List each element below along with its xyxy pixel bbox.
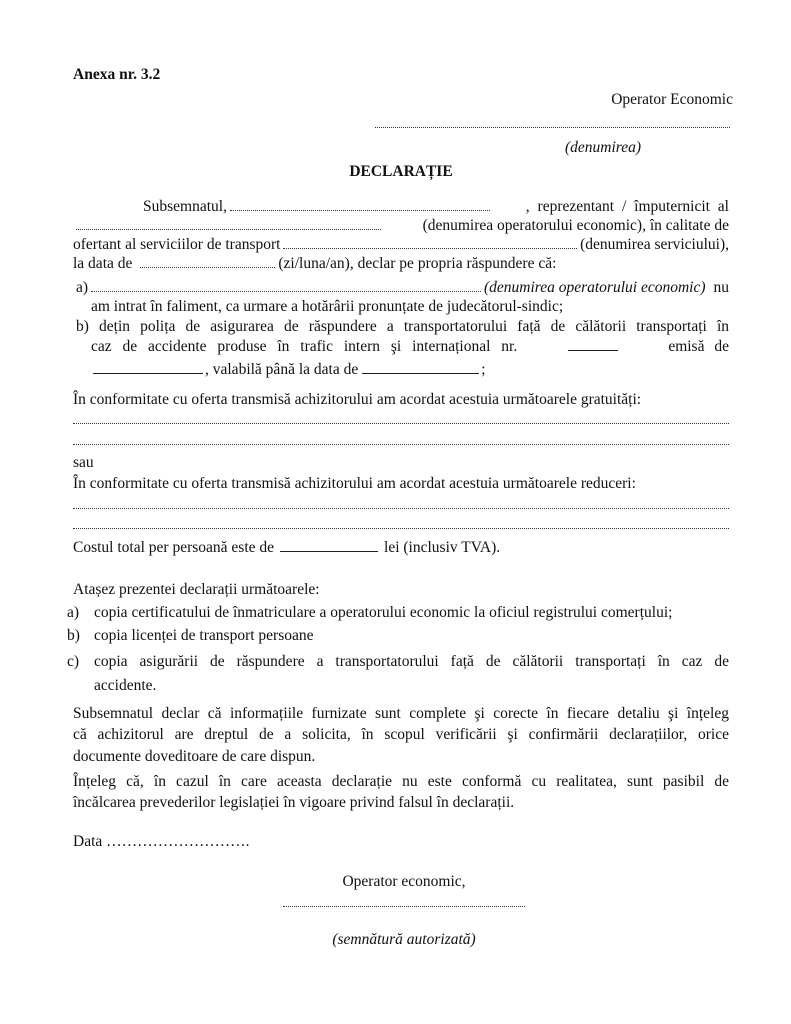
item-b-line-3	[91, 359, 691, 379]
text: (semnătură autorizată)	[332, 931, 476, 948]
text: (zi/luna/an), declar pe propria răspundere că:	[278, 255, 557, 272]
text: ;	[481, 361, 486, 378]
text: Data ……………………….	[73, 833, 250, 850]
dotted-line	[73, 410, 729, 424]
document-title	[73, 162, 729, 182]
intro-line-4	[73, 254, 729, 274]
attachment-c-cont	[94, 676, 694, 696]
statement-line-3	[73, 747, 729, 767]
annex-number	[73, 65, 729, 85]
text: încălcarea prevederilor legislației în vigoare privind falsul în declarații.	[73, 794, 515, 811]
text: documente doveditoare de care dispun.	[73, 748, 316, 765]
dotted-line	[76, 216, 381, 230]
intro-line-3	[73, 235, 729, 255]
text: emisă de	[668, 338, 729, 355]
text: accidente.	[94, 677, 157, 694]
name-hint	[565, 138, 685, 158]
item-b: b) dețin polița de asigurarea de răspundere a transportatorului față de călătorii transportați în	[76, 318, 729, 335]
text: copia certificatului de înmatriculare a operatorului economic la oficiul registrului comerțului;	[94, 604, 673, 621]
signature-line	[283, 893, 525, 913]
intro-line-1	[143, 197, 729, 217]
text: lei (inclusiv TVA).	[384, 539, 501, 556]
text: am intrat în faliment, ca urmare a hotărârii pronunțate de judecătorul-sindic;	[91, 298, 564, 315]
gratuities-line-1	[73, 410, 729, 430]
statement-line-2: că achizitorul are dreptul de a solicita, în scopul verificării şi confirmării declarațiilor, orice	[73, 726, 729, 743]
dotted-line	[230, 197, 490, 211]
statement-line-4: Înțeleg că, în cazul în care aceasta declarație nu este conformă cu realitatea, sunt pasibil de	[73, 773, 729, 790]
policy-number-blank	[568, 336, 618, 351]
item-a-cont	[91, 297, 731, 317]
attachment-c	[67, 652, 729, 672]
statement-line-5	[73, 793, 729, 813]
dotted-line	[73, 515, 729, 529]
text: la data de	[73, 255, 133, 272]
intro-line-2	[73, 216, 729, 236]
annex-text: Anexa nr. 3.2	[73, 66, 161, 83]
cost-blank	[280, 537, 378, 552]
text: În conformitate cu oferta transmisă achizitorului am acordat acestuia următoarele gratuități:	[73, 391, 642, 408]
text: copia licenței de transport persoane	[94, 627, 314, 644]
cost-line	[73, 537, 729, 557]
name-hint-text: (denumirea)	[565, 139, 642, 156]
dotted-line	[283, 235, 577, 249]
dotted-line	[73, 431, 729, 445]
discounts-text	[73, 474, 729, 494]
gratuities-text	[73, 390, 729, 410]
dotted-line	[375, 114, 730, 128]
signature-operator-label	[283, 872, 525, 892]
issuer-blank	[93, 359, 203, 374]
dotted-line	[73, 495, 729, 509]
date-field	[73, 832, 729, 852]
operator-label	[73, 90, 733, 110]
text: caz de accidente produse în trafic intern şi internațional nr.	[91, 338, 518, 355]
text: sau	[73, 454, 94, 471]
discounts-line-2	[73, 515, 729, 535]
or-text	[73, 453, 729, 473]
attachment-a	[67, 603, 732, 623]
text: , reprezentant / împuternicit al	[525, 198, 729, 215]
text: ofertant al serviciilor de transport	[73, 236, 281, 253]
text: , valabilă până la data de	[205, 361, 359, 378]
attachment-b	[67, 626, 732, 646]
text: Atașez prezentei declarații următoarele:	[73, 581, 320, 598]
text: (denumirea operatorului economic), în calitate de	[422, 217, 729, 234]
attachments-intro	[73, 580, 729, 600]
valid-until-blank	[362, 359, 479, 374]
item-b-line-2	[91, 336, 729, 356]
statement-line-1: Subsemnatul declar că informațiile furnizate sunt complete şi corecte în fiecare detaliu şi înțeleg	[73, 705, 729, 722]
gratuities-line-2	[73, 431, 729, 451]
hint: (denumirea operatorului economic)	[483, 279, 706, 296]
text: Subsemnatul,	[143, 198, 227, 215]
label: b)	[67, 627, 80, 644]
text: Operator economic,	[342, 873, 466, 890]
discounts-line-1	[73, 495, 729, 515]
operator-name-field	[372, 114, 733, 134]
title-text: DECLARAȚIE	[349, 163, 453, 180]
item-a	[76, 278, 729, 298]
label: a)	[67, 604, 80, 621]
signature-hint	[283, 930, 525, 950]
dotted-line	[91, 278, 481, 292]
dotted-line	[140, 254, 275, 268]
text: nu	[713, 279, 729, 296]
text: (denumirea serviciului),	[580, 236, 729, 253]
text: copia asigurării de răspundere a transportatorului față de călătorii transportați în caz de	[94, 653, 729, 670]
operator-text: Operator Economic	[611, 91, 733, 108]
text: Costul total per persoană este de	[73, 539, 275, 556]
label: a)	[76, 279, 89, 296]
dotted-line	[283, 893, 525, 907]
label: c)	[67, 653, 80, 670]
text: În conformitate cu oferta transmisă achizitorului am acordat acestuia următoarele reduceri:	[73, 475, 636, 492]
